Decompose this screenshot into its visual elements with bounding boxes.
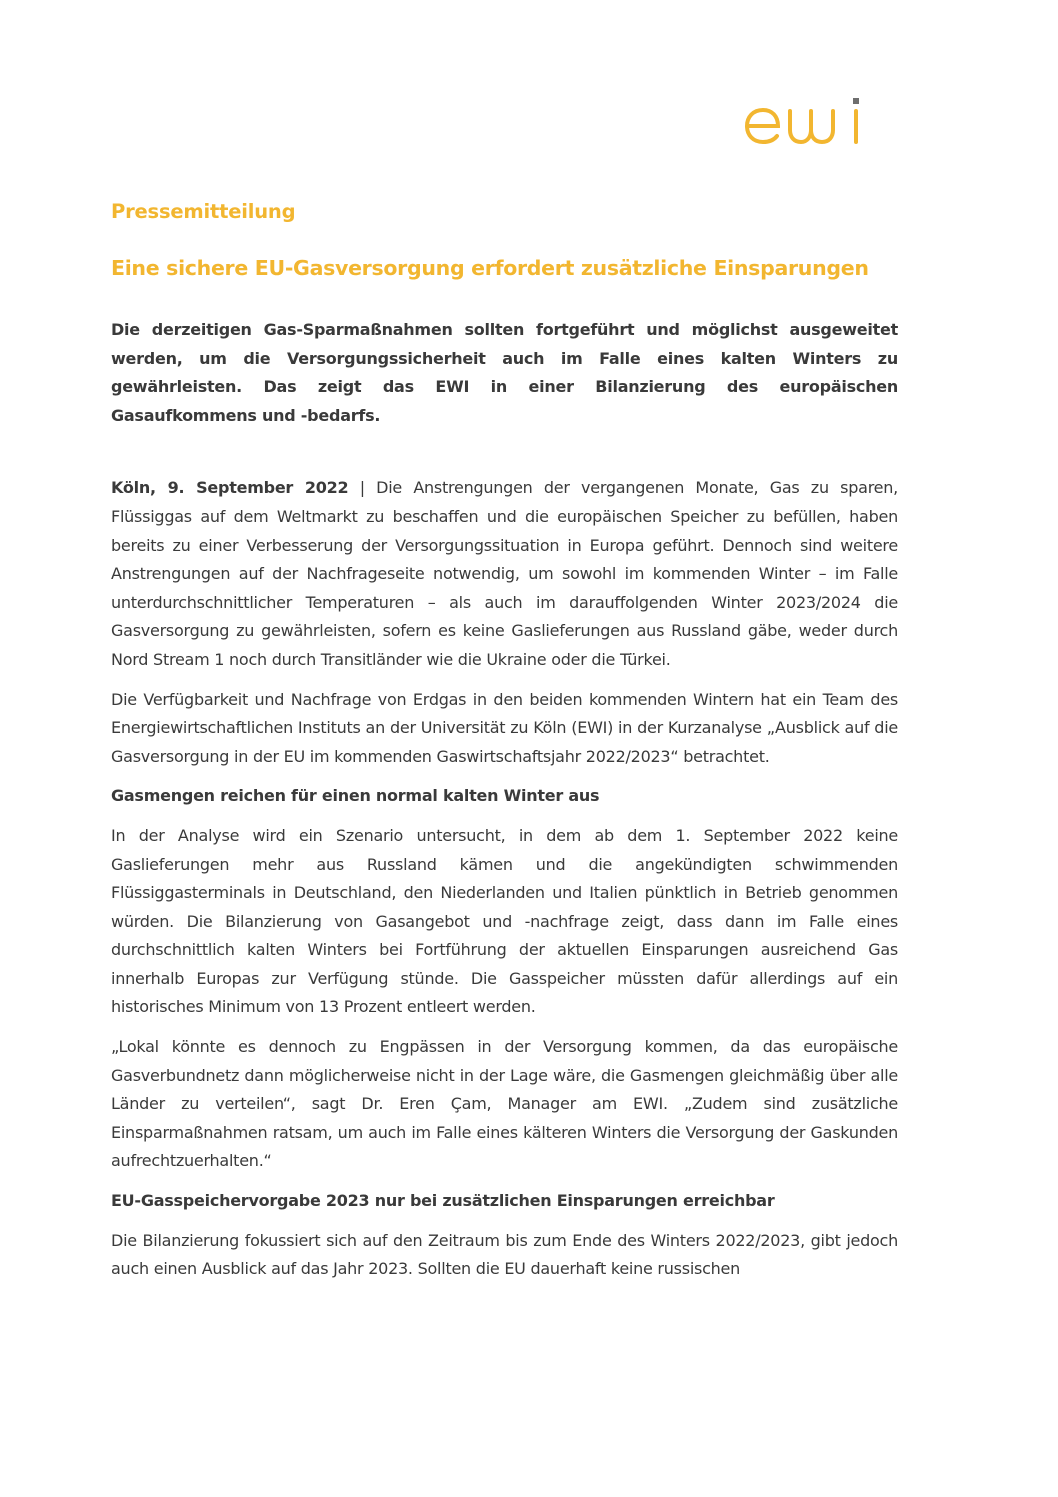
dateline-separator: | bbox=[348, 478, 377, 498]
subheading-2: EU-Gasspeichervorgabe 2023 nur bei zusätzlichen Einsparungen erreichbar bbox=[111, 1191, 775, 1211]
press-release-headline: Eine sichere EU-Gasversorgung erfordert zusätzliche Einsparungen bbox=[111, 256, 869, 280]
body-paragraph-1 bbox=[111, 474, 898, 674]
body-paragraph-2: Die Verfügbarkeit und Nachfrage von Erdgas in den beiden kommenden Wintern hat ein Team des Energiewirtschaftlichen Instituts an der Universität zu Köln (EWI) in der Kurzanalyse „Ausblick auf die Gasversorgung in der EU im kommenden Gaswirtschaftsjahr 2022/2023“ betrachtet. bbox=[111, 689, 898, 766]
body-paragraph-3: In der Analyse wird ein Szenario untersucht, in dem ab dem 1. September 2022 keine Gaslieferungen mehr aus Russland kämen und die angekündigten schwimmenden Flüssiggasterminals in Deutschland, den Niederlanden und Italien pünktlich in Betrieb genommen würden. Die Bilanzierung von Gasangebot und -nachfrage zeigt, dass dann im Falle eines durchschnittlich kalten Winters bei Fortführung der aktuellen Einsparungen ausreichend Gas innerhalb Europas zur Verfügung stünde. Die Gasspeicher müssten dafür allerdings auf ein historisches Minimum von 13 Prozent entleert werden. bbox=[111, 825, 898, 1017]
ewi-logo bbox=[738, 96, 888, 152]
press-release-body bbox=[111, 316, 898, 1295]
lead-paragraph: Die derzeitigen Gas-Sparmaßnahmen sollten fortgeführt und möglichst ausgeweitet werden, um die Versorgungssicherheit auch im Falle eines kalten Winters zu gewährleisten. Das zeigt das EWI in einer Bilanzierung des europäischen Gasaufkommens und -bedarfs. bbox=[111, 320, 898, 425]
body-paragraph-5: Die Bilanzierung fokussiert sich auf den Zeitraum bis zum Ende des Winters 2022/2023, gibt jedoch auch einen Ausblick auf das Jahr 2023. Sollten die EU dauerhaft keine russischen bbox=[111, 1230, 898, 1279]
body-paragraph-4-quote: „Lokal könnte es dennoch zu Engpässen in der Versorgung kommen, da das europäische Gasverbundnetz dann möglicherweise nicht in der Lage wäre, die Gasmengen gleichmäßig über alle Länder zu verteilen“, sagt Dr. Eren Çam, Manager am EWI. „Zudem sind zusätzliche Einsparmaßnahmen ratsam, um auch im Falle eines kälteren Winters die Versorgung der Gaskunden aufrechtzuerhalten.“ bbox=[111, 1037, 898, 1171]
paragraph-1-text: Die Anstrengungen der vergangenen Monate, Gas zu sparen, Flüssiggas auf dem Weltmarkt zu beschaffen und die europäischen Speicher zu befüllen, haben bereits zu einer Verbesserung der Versorgungssituation in Europa geführt. Dennoch sind weitere Anstrengungen auf der Nachfrageseite notwendig, um sowohl im kommenden Winter – im Falle unterdurchschnittlicher Temperaturen – als auch im darauffolgenden Winter 2023/2024 die Gasversorgung zu gewährleisten, sofern es keine Gaslieferungen aus Russland gäbe, weder durch Nord Stream 1 noch durch Transitländer wie die Ukraine oder die Türkei. bbox=[111, 478, 898, 669]
dateline: Köln, 9. September 2022 bbox=[111, 478, 349, 498]
subheading-1: Gasmengen reichen für einen normal kalten Winter aus bbox=[111, 786, 600, 806]
document-type-label: Pressemitteilung bbox=[111, 200, 296, 223]
